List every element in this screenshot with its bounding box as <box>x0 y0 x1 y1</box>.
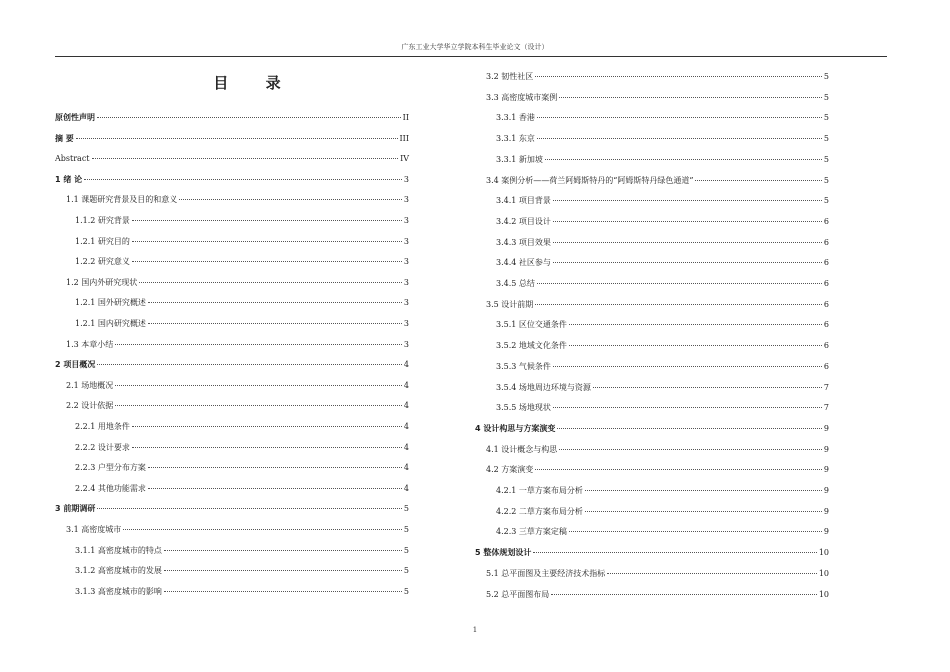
toc-entry-label: 3.4.4 社区参与 <box>496 258 551 268</box>
toc-entry[interactable] <box>75 586 409 598</box>
toc-entry-page: 6 <box>823 299 829 309</box>
dot-leader <box>569 324 822 325</box>
toc-entry[interactable] <box>496 216 829 228</box>
dot-leader <box>97 117 401 118</box>
toc-entry[interactable] <box>486 71 829 83</box>
toc-entry[interactable] <box>75 442 409 454</box>
toc-entry[interactable] <box>486 299 829 311</box>
dot-leader <box>115 344 402 345</box>
toc-entry-label: 3.1.1 高密度城市的特点 <box>75 545 162 555</box>
toc-entry[interactable] <box>75 565 409 577</box>
toc-entry-page: 4 <box>403 360 409 370</box>
toc-entry-label: 3.3.1 东京 <box>496 134 535 144</box>
toc-entry[interactable] <box>486 92 829 104</box>
dot-leader <box>132 241 402 242</box>
dot-leader <box>179 199 402 200</box>
toc-entry-page: 6 <box>823 341 829 351</box>
toc-entry-label: 2.2.3 户型分布方案 <box>75 463 146 473</box>
toc-entry-page: 9 <box>823 423 829 433</box>
toc-entry[interactable] <box>496 133 829 145</box>
toc-entry[interactable] <box>66 194 409 206</box>
toc-entry-page: 5 <box>403 566 409 576</box>
toc-entry[interactable] <box>486 589 829 601</box>
dot-leader <box>553 407 822 408</box>
toc-entry-label: 3.5.1 区位交通条件 <box>496 320 567 330</box>
toc-entry-page: 6 <box>823 216 829 226</box>
toc-entry-page: 4 <box>403 442 409 452</box>
dot-leader <box>535 76 822 77</box>
toc-entry[interactable] <box>496 195 829 207</box>
dot-leader <box>148 302 402 303</box>
dot-leader <box>132 220 402 221</box>
dot-leader <box>164 550 402 551</box>
dot-leader <box>695 180 821 181</box>
toc-title: 目 录 <box>213 74 297 92</box>
toc-entry-page: 5 <box>403 504 409 514</box>
toc-entry-page: 5 <box>823 113 829 123</box>
dot-leader <box>553 242 822 243</box>
dot-leader <box>148 467 402 468</box>
toc-entry-page: 9 <box>823 444 829 454</box>
toc-entry-page: IV <box>400 154 409 164</box>
toc-entry[interactable] <box>75 545 409 557</box>
toc-entry-page: 3 <box>403 298 409 308</box>
toc-entry-page: 5 <box>823 196 829 206</box>
dot-leader <box>545 159 822 160</box>
toc-entry-label: 1.2 国内外研究现状 <box>66 277 138 287</box>
toc-entry[interactable] <box>66 277 409 289</box>
page-number: 1 <box>472 626 478 634</box>
toc-entry-label: 3.4.3 项目效果 <box>496 237 551 247</box>
toc-entry-label: 3.4.1 项目背景 <box>496 196 551 206</box>
toc-entry-label: 3.5 设计前期 <box>486 299 534 309</box>
toc-entry-page: 5 <box>823 72 829 81</box>
toc-entry[interactable] <box>486 175 829 187</box>
toc-entry[interactable] <box>66 524 409 536</box>
toc-entry[interactable] <box>55 174 409 186</box>
toc-entry[interactable] <box>496 237 829 249</box>
toc-entry-page: II <box>402 113 409 122</box>
toc-entry-page: 10 <box>818 548 829 558</box>
toc-entry-label: 2.2 设计依据 <box>66 401 114 411</box>
toc-entry-page: 3 <box>403 319 409 328</box>
toc-entry-page: 3 <box>403 339 409 349</box>
toc-entry[interactable] <box>486 464 829 476</box>
toc-entry-label: 1.2.2 研究意义 <box>75 257 130 267</box>
toc-entry-page: 3 <box>403 195 409 205</box>
toc-entry-page: 3 <box>403 257 409 267</box>
toc-entry[interactable] <box>55 359 409 371</box>
toc-entry-label: 2.2.4 其他功能需求 <box>75 483 146 493</box>
toc-entry[interactable] <box>75 256 409 268</box>
toc-entry-label: 5.1 总平面图及主要经济技术指标 <box>486 568 606 578</box>
toc-entry-label: 1.1 课题研究背景及目的和意义 <box>66 195 178 205</box>
toc-entry[interactable] <box>55 503 409 515</box>
dot-leader <box>164 570 402 571</box>
dot-leader <box>553 366 822 367</box>
dot-leader <box>84 179 402 180</box>
dot-leader <box>148 488 402 489</box>
toc-entry[interactable] <box>75 215 409 227</box>
toc-entry-label: 5.2 总平面图布局 <box>486 589 550 599</box>
toc-entry-label: 1.2.1 国内研究概述 <box>75 319 146 328</box>
toc-entry[interactable] <box>66 380 409 392</box>
toc-entry[interactable] <box>496 257 829 269</box>
toc-entry-page: 10 <box>818 589 829 599</box>
toc-entry-label: 3 前期调研 <box>55 504 96 514</box>
toc-entry[interactable] <box>475 547 829 559</box>
dot-leader <box>123 529 402 530</box>
toc-entry-label: 3.3.1 香港 <box>496 113 535 123</box>
toc-entry-label: 3.1 高密度城市 <box>66 525 122 534</box>
toc-entry-label: 3.2 韧性社区 <box>486 72 534 81</box>
toc-entry-label: 3.5.2 地域文化条件 <box>496 341 567 351</box>
toc-entry-label: 3.4.5 总结 <box>496 279 535 288</box>
dot-leader <box>593 387 822 388</box>
dot-leader <box>164 591 402 592</box>
toc-entry-label: 2 项目概况 <box>55 360 96 370</box>
toc-entry-page: 6 <box>823 320 829 330</box>
toc-entry[interactable] <box>55 153 409 165</box>
toc-entry[interactable] <box>55 112 409 124</box>
dot-leader <box>569 345 822 346</box>
toc-entry[interactable] <box>486 444 829 456</box>
toc-entry-label: 3.3 高密度城市案例 <box>486 92 558 102</box>
toc-entry-page: 5 <box>403 525 409 534</box>
toc-entry-label: 3.5.4 场地周边环境与资源 <box>496 382 591 392</box>
toc-entry-page: 3 <box>403 277 409 287</box>
toc-entry-label: 4.2.1 一草方案布局分析 <box>496 486 583 495</box>
toc-entry-page: 5 <box>403 586 409 596</box>
dot-leader <box>148 323 402 324</box>
toc-entry-page: 4 <box>403 422 409 431</box>
dot-leader <box>115 385 402 386</box>
toc-entry-label: 2.2.1 用地条件 <box>75 422 130 431</box>
toc-entry[interactable] <box>486 568 829 580</box>
toc-entry-label: 1 绪 论 <box>55 174 83 184</box>
dot-leader <box>97 364 402 365</box>
toc-entry[interactable] <box>496 485 829 497</box>
toc-entry[interactable] <box>496 278 829 290</box>
toc-entry-page: 9 <box>823 486 829 495</box>
toc-entry-page: 9 <box>823 465 829 475</box>
dot-leader <box>535 304 822 305</box>
toc-entry-label: 3.1.2 高密度城市的发展 <box>75 566 162 576</box>
toc-entry-label: 4 设计构思与方案演变 <box>475 423 556 433</box>
toc-entry-page: 7 <box>823 382 829 392</box>
toc-entry-label: 3.5.5 场地现状 <box>496 403 551 413</box>
toc-entry[interactable] <box>75 236 409 248</box>
toc-entry-page: 6 <box>823 279 829 288</box>
toc-entry-page: 9 <box>823 506 829 516</box>
toc-entry-page: 5 <box>403 545 409 555</box>
dot-leader <box>553 262 822 263</box>
toc-entry-label: 4.2.2 二草方案布局分析 <box>496 506 583 516</box>
toc-entry-page: 4 <box>403 483 409 493</box>
dot-leader <box>139 282 402 283</box>
page-header: 广东工业大学华立学院本科生毕业论文（设计） <box>401 43 549 51</box>
toc-entry[interactable] <box>66 400 409 412</box>
toc-entry-label: 原创性声明 <box>55 113 95 122</box>
toc-entry-label: 3.1.3 高密度城市的影响 <box>75 586 162 596</box>
dot-leader <box>557 428 822 429</box>
toc-entry[interactable] <box>55 133 409 145</box>
toc-entry-label: 3.4 案例分析——荷兰阿姆斯特丹的“阿姆斯特丹绿色通道” <box>486 175 694 185</box>
toc-entry-label: 2.2.2 设计要求 <box>75 442 130 452</box>
dot-leader <box>559 449 822 450</box>
dot-leader <box>551 594 817 595</box>
toc-entry-label: 3.4.2 项目设计 <box>496 216 551 226</box>
toc-entry-page: 10 <box>818 568 829 578</box>
dot-leader <box>92 158 399 159</box>
dot-leader <box>537 283 822 284</box>
toc-entry-page: 3 <box>403 216 409 225</box>
dot-leader <box>132 261 402 262</box>
toc-entry[interactable] <box>75 297 409 309</box>
toc-entry-label: 1.3 本章小结 <box>66 339 114 349</box>
dot-leader <box>132 426 402 427</box>
dot-leader <box>537 117 822 118</box>
toc-entry-page: 5 <box>823 134 829 144</box>
toc-entry[interactable] <box>75 421 409 433</box>
dot-leader <box>97 508 402 509</box>
toc-entry[interactable] <box>496 402 829 414</box>
toc-entry-page: 6 <box>823 258 829 268</box>
toc-entry[interactable] <box>496 526 829 538</box>
toc-entry[interactable] <box>496 340 829 352</box>
dot-leader <box>553 200 822 201</box>
toc-entry-page: 6 <box>823 361 829 371</box>
header-rule <box>55 56 887 57</box>
toc-entry-page: 4 <box>403 463 409 473</box>
toc-entry-page: 3 <box>403 236 409 246</box>
toc-entry[interactable] <box>75 462 409 474</box>
toc-entry[interactable] <box>496 319 829 331</box>
toc-entry-page: 6 <box>823 237 829 247</box>
dot-leader <box>559 97 822 98</box>
toc-entry-page: 5 <box>823 154 829 164</box>
toc-entry[interactable] <box>475 423 829 435</box>
dot-leader <box>537 138 822 139</box>
toc-entry-label: 4.2.3 三草方案定稿 <box>496 527 567 537</box>
toc-entry-label: 4.2 方案演变 <box>486 465 534 475</box>
toc-entry-page: III <box>399 133 409 143</box>
dot-leader <box>585 511 822 512</box>
toc-entry-page: 5 <box>823 92 829 102</box>
toc-entry-page: 5 <box>823 175 829 185</box>
toc-entry[interactable] <box>75 483 409 495</box>
toc-entry[interactable] <box>496 112 829 124</box>
toc-entry-page: 9 <box>823 527 829 537</box>
toc-entry[interactable] <box>496 382 829 394</box>
toc-entry[interactable] <box>66 339 409 351</box>
toc-entry-page: 4 <box>403 401 409 411</box>
dot-leader <box>535 469 822 470</box>
toc-entry-label: 4.1 设计概念与构思 <box>486 444 558 454</box>
dot-leader <box>533 552 816 553</box>
toc-entry-label: 1.1.2 研究背景 <box>75 216 130 225</box>
toc-entry-label: 1.2.1 研究目的 <box>75 236 130 246</box>
toc-entry-page: 3 <box>403 174 409 184</box>
toc-entry-page: 7 <box>823 403 829 413</box>
toc-entry-label: 2.1 场地概况 <box>66 380 114 390</box>
toc-entry-label: 5 整体规划设计 <box>475 548 532 558</box>
toc-entry[interactable] <box>496 154 829 166</box>
toc-entry-page: 4 <box>403 380 409 390</box>
dot-leader <box>76 138 398 139</box>
toc-entry[interactable] <box>496 361 829 373</box>
dot-leader <box>585 490 822 491</box>
toc-entry-label: 1.2.1 国外研究概述 <box>75 298 146 308</box>
toc-entry-label: 摘 要 <box>55 133 74 143</box>
toc-entry[interactable] <box>75 318 409 330</box>
toc-entry[interactable] <box>496 506 829 518</box>
toc-entry-label: Abstract <box>55 154 90 164</box>
dot-leader <box>569 531 822 532</box>
dot-leader <box>115 405 402 406</box>
dot-leader <box>553 221 822 222</box>
dot-leader <box>132 447 402 448</box>
toc-entry-label: 3.5.3 气候条件 <box>496 361 551 371</box>
toc-entry-label: 3.3.1 新加坡 <box>496 154 543 164</box>
dot-leader <box>607 573 817 574</box>
